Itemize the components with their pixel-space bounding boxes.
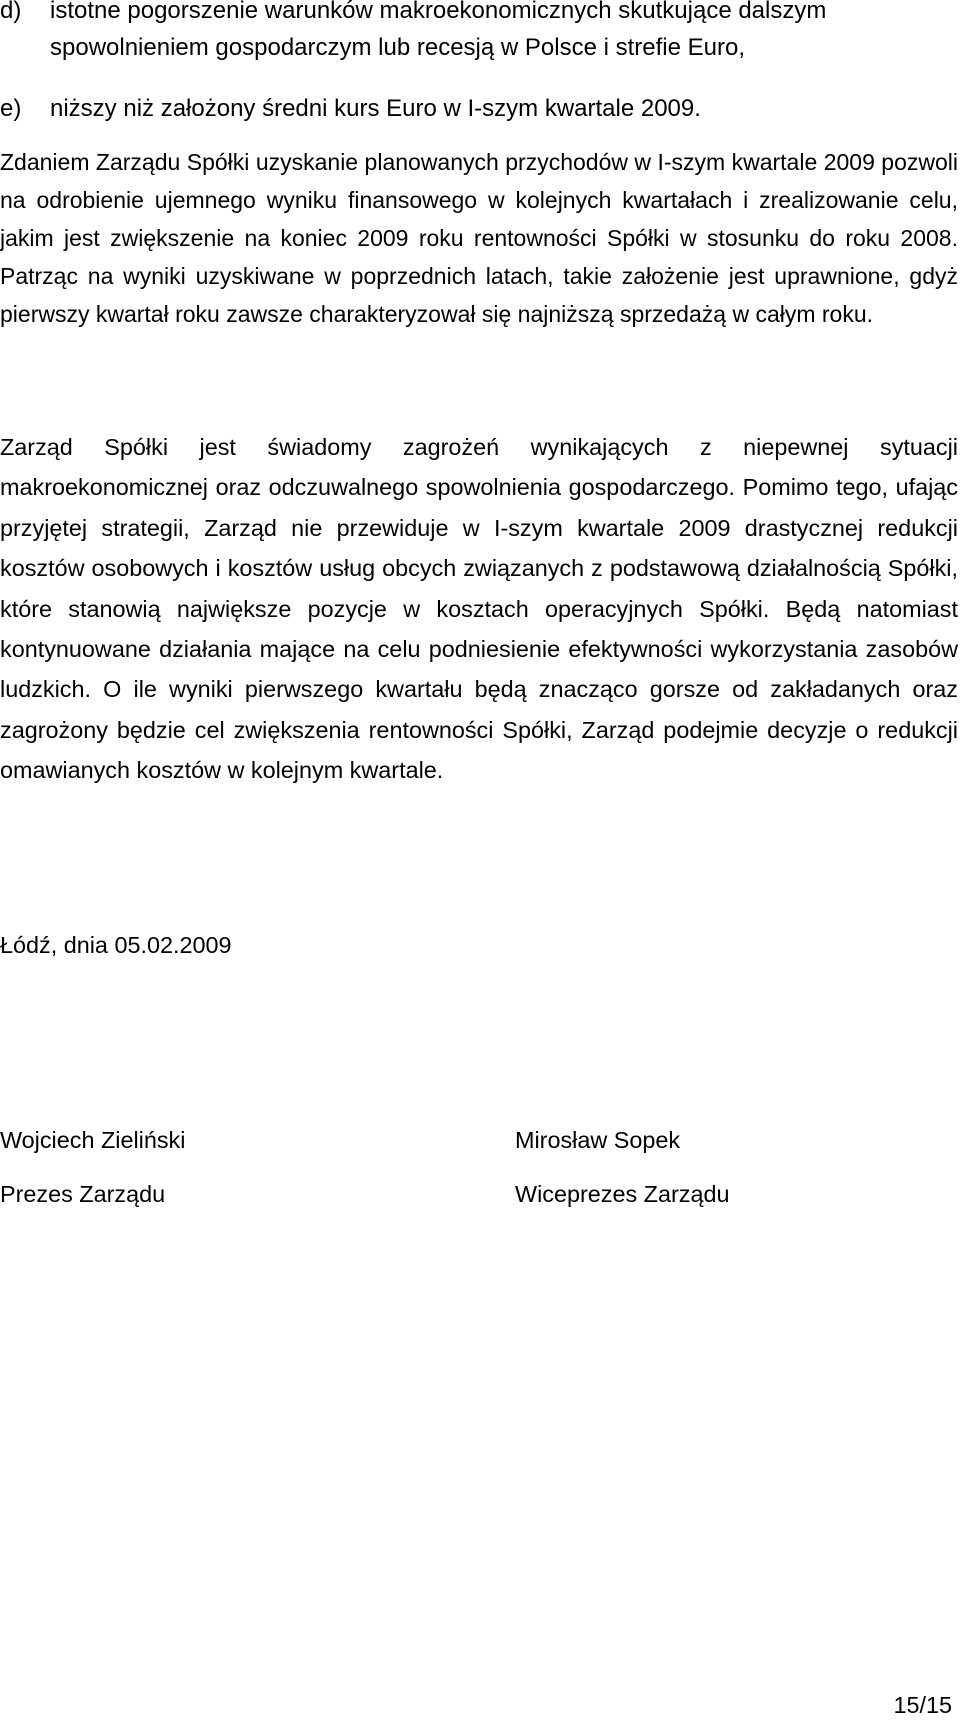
list-marker: d): [0, 0, 22, 24]
signature-vice-president: [515, 1120, 730, 1214]
signatory-name: Mirosław Sopek: [515, 1127, 681, 1153]
place-date: Łódź, dnia 05.02.2009: [0, 932, 232, 958]
list-text: niższy niż założony średni kurs Euro w I-szym kwartale 2009.: [50, 95, 701, 122]
signatory-role: Wiceprezes Zarządu: [515, 1181, 730, 1207]
list-marker: e): [0, 95, 22, 122]
paragraph-2: Zarząd Spółki jest świadomy zagrożeń wynikających z niepewnej sytuacji makroekonomicznej oraz odczuwalnego spowolnienia gospodarczego. Pomimo tego, ufając przyjętej strategii, Zarząd nie przewiduje w I-szym kwartale 2009 drastycznej redukcji kosztów osobowych i kosztów usług obcych związanych z podstawową działalnością Spółki, które stanowią największe pozycje w kosztach operacyjnych Spółki. Będą natomiast kontynuowane działania mające na celu podniesienie efektywności wykorzystania zasobów ludzkich. O ile wyniki pierwszego kwartału będą znacząco gorsze od zakładanych oraz zagrożony będzie cel zwiększenia rentowności Spółki, Zarząd podejmie decyzje o redukcji omawianych kosztów w kolejnym kwartale.: [0, 434, 958, 784]
signatory-name: Wojciech Zieliński: [0, 1127, 186, 1153]
list-text: istotne pogorszenie warunków makroekonomicznych skutkujące dalszym spowolnieniem gospodarczym lub recesją w Polsce i strefie Euro,: [50, 0, 827, 61]
signature-president: [0, 1120, 185, 1214]
signatory-role: Prezes Zarządu: [0, 1181, 166, 1207]
paragraph-1: Zdaniem Zarządu Spółki uzyskanie planowanych przychodów w I-szym kwartale 2009 pozwoli na odrobienie ujemnego wyniku finansowego w kolejnych kwartałach i zrealizowanie celu, jakim jest zwiększenie na koniec 2009 roku rentowności Spółki w stosunku do roku 2008. Patrząc na wyniki uzyskiwane w poprzednich latach, takie założenie jest uprawnione, gdyż pierwszy kwartał roku zawsze charakteryzował się najniższą sprzedażą w całym roku.: [0, 149, 958, 327]
page-number: 15/15: [893, 1692, 952, 1718]
